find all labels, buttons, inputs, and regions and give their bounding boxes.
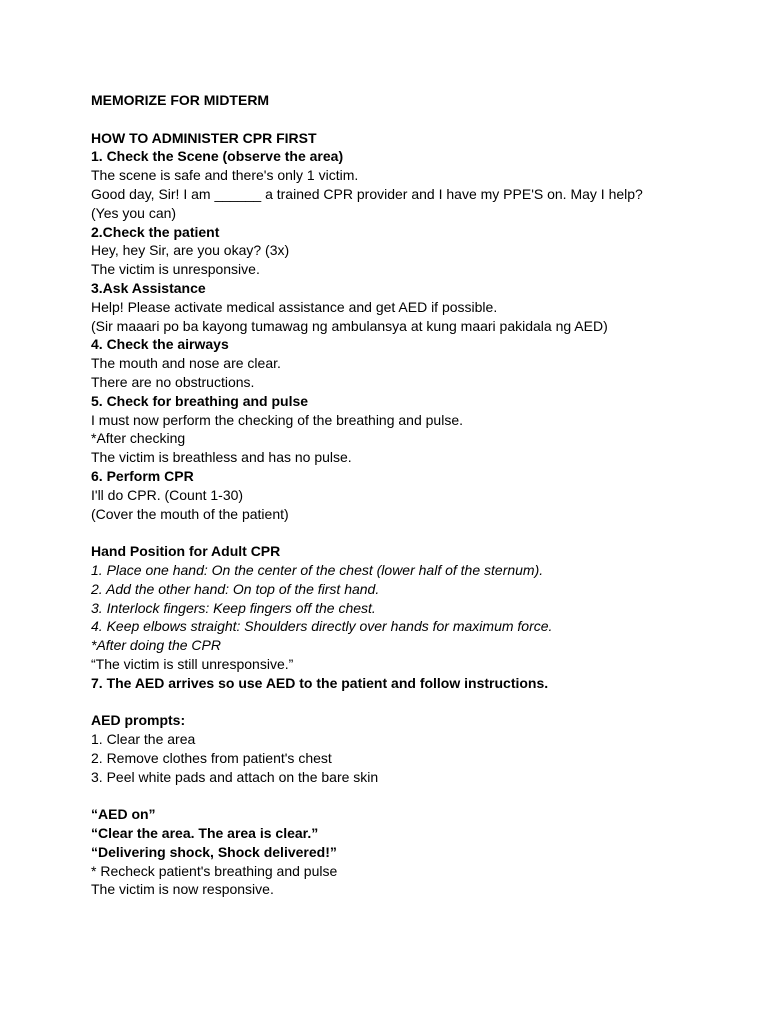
text-line: * Recheck patient's breathing and pulse: [91, 862, 338, 879]
text-line: 1. Clear the area: [91, 731, 196, 748]
text-line: “Delivering shock, Shock delivered!”: [91, 843, 337, 860]
text-line: “AED on”: [91, 806, 156, 823]
text-line: The mouth and nose are clear.: [91, 355, 281, 372]
text-line: I'll do CPR. (Count 1-30): [91, 486, 244, 503]
text-line: 4. Keep elbows straight: Shoulders directly over hands for maximum force.: [91, 618, 553, 635]
text-line: 1. Check the Scene (observe the area): [91, 148, 344, 165]
text-line: The victim is now responsive.: [91, 881, 274, 898]
text-line: 3. Interlock fingers: Keep fingers off the chest.: [91, 599, 376, 616]
text-line: AED prompts:: [91, 712, 186, 729]
text-line: Hand Position for Adult CPR: [91, 543, 281, 560]
text-line: “Clear the area. The area is clear.”: [91, 825, 319, 842]
text-line: HOW TO ADMINISTER CPR FIRST: [91, 129, 317, 146]
text-line: The victim is unresponsive.: [91, 261, 260, 278]
text-line: Good day, Sir! I am ______ a trained CPR provider and I have my PPE'S on. May I help?: [91, 185, 643, 202]
text-line: 6. Perform CPR: [91, 467, 194, 484]
text-line: 2.Check the patient: [91, 223, 220, 240]
text-line: (Sir maaari po ba kayong tumawag ng ambulansya at kung maari pakidala ng AED): [91, 317, 608, 334]
text-line: (Cover the mouth of the patient): [91, 505, 289, 522]
text-line: *After doing the CPR: [91, 637, 221, 654]
text-line: 2. Add the other hand: On top of the first hand.: [91, 580, 380, 597]
text-line: There are no obstructions.: [91, 373, 255, 390]
blank-line: [91, 110, 731, 129]
text-line: 5. Check for breathing and pulse: [91, 392, 309, 409]
text-line: 4. Check the airways: [91, 336, 229, 353]
text-line: The scene is safe and there's only 1 victim.: [91, 167, 359, 184]
text-line: Hey, hey Sir, are you okay? (3x): [91, 242, 290, 259]
text-line: *After checking: [91, 430, 186, 447]
document-body: [91, 91, 731, 899]
text-line: 3.Ask Assistance: [91, 279, 206, 296]
text-line: I must now perform the checking of the breathing and pulse.: [91, 411, 463, 428]
blank-line: [91, 693, 731, 712]
text-line: “The victim is still unresponsive.”: [91, 655, 294, 672]
text-line: (Yes you can): [91, 204, 177, 221]
text-line: 3. Peel white pads and attach on the bare skin: [91, 768, 379, 785]
text-line: 7. The AED arrives so use AED to the patient and follow instructions.: [91, 674, 549, 691]
text-line: 1. Place one hand: On the center of the chest (lower half of the sternum).: [91, 561, 544, 578]
text-line: Help! Please activate medical assistance and get AED if possible.: [91, 298, 498, 315]
text-line: The victim is breathless and has no pulse.: [91, 449, 352, 466]
text-line: 2. Remove clothes from patient's chest: [91, 749, 332, 766]
text-line: MEMORIZE FOR MIDTERM: [91, 92, 270, 108]
blank-line: [91, 523, 731, 542]
blank-line: [91, 786, 731, 805]
